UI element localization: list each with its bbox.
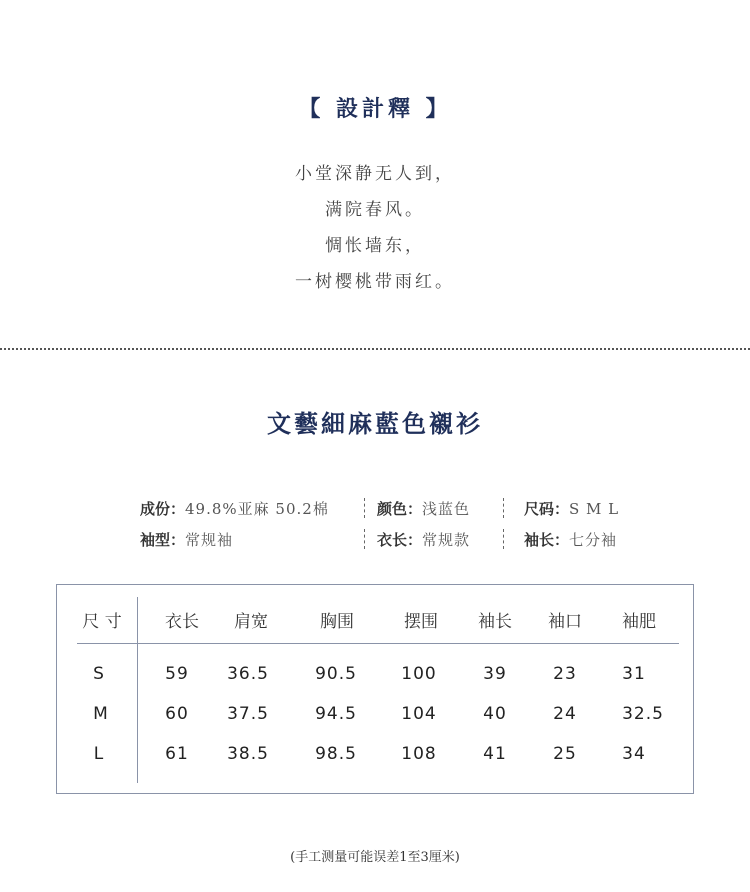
spec-color [377,498,470,519]
spec-sleeve-length [524,529,617,550]
design-title: 【 設計釋 】 [298,96,452,122]
spec-label: 颜色： [377,500,423,518]
table-header-rule [77,643,679,644]
poem-line: 惆怅墙东， [325,236,425,256]
cell-shoulder: 36.5 [227,664,269,684]
product-title: 文藝細麻藍色襯衫 [267,409,483,438]
cell-sleeve-length: 39 [483,664,507,684]
header-size: 尺 寸 [82,612,122,632]
spec-length [377,529,470,550]
header-hem: 摆围 [404,612,438,632]
spec-size [524,498,619,519]
header-cuff: 袖口 [548,612,582,632]
cell-hem: 104 [401,704,437,724]
spec-composition [140,498,329,519]
cell-shoulder: 38.5 [227,744,269,764]
spec-value: 浅蓝色 [422,500,471,518]
header-shoulder: 肩宽 [234,612,268,632]
table-vertical-rule [137,597,138,783]
spec-label: 尺码： [524,500,570,518]
header-sleeve-length: 袖长 [478,612,512,632]
header-chest: 胸围 [320,612,354,632]
poem-line: 满院春风。 [325,200,425,220]
header-length: 衣长 [165,612,199,632]
spec-value: 七分袖 [569,531,618,549]
cell-sleeve-length: 41 [483,744,507,764]
spec-separator [503,498,504,518]
poem-line: 小堂深静无人到， [295,164,455,184]
spec-sleeve-type [140,529,233,550]
cell-cuff: 25 [553,744,577,764]
size-table [56,584,694,794]
row-size: S [93,664,105,684]
spec-value: 常规款 [422,531,471,549]
spec-label: 袖型： [140,531,186,549]
spec-label: 袖长： [524,531,570,549]
cell-hem: 108 [401,744,437,764]
spec-label: 成份： [140,500,186,518]
cell-cuff: 24 [553,704,577,724]
spec-separator [364,529,365,549]
cell-sleeve-width: 34 [622,744,646,764]
spec-label: 衣长： [377,531,423,549]
cell-cuff: 23 [553,664,577,684]
cell-chest: 90.5 [315,664,357,684]
header-sleeve-width: 袖肥 [622,612,656,632]
spec-value: S M L [569,500,620,518]
cell-length: 60 [165,704,189,724]
row-size: L [93,744,105,764]
dotted-divider [0,348,750,350]
measurement-footnote: (手工测量可能误差1至3厘米) [290,850,460,865]
cell-chest: 94.5 [315,704,357,724]
row-size: M [93,704,109,724]
cell-hem: 100 [401,664,437,684]
cell-chest: 98.5 [315,744,357,764]
cell-sleeve-length: 40 [483,704,507,724]
cell-sleeve-width: 32.5 [622,704,664,724]
spec-separator [503,529,504,549]
cell-length: 61 [165,744,189,764]
cell-length: 59 [165,664,189,684]
spec-separator [364,498,365,518]
cell-shoulder: 37.5 [227,704,269,724]
spec-value: 49.8%亚麻 50.2棉 [185,500,329,518]
cell-sleeve-width: 31 [622,664,646,684]
poem [0,156,750,300]
spec-value: 常规袖 [185,531,234,549]
poem-line: 一树樱桃带雨红。 [295,272,455,292]
